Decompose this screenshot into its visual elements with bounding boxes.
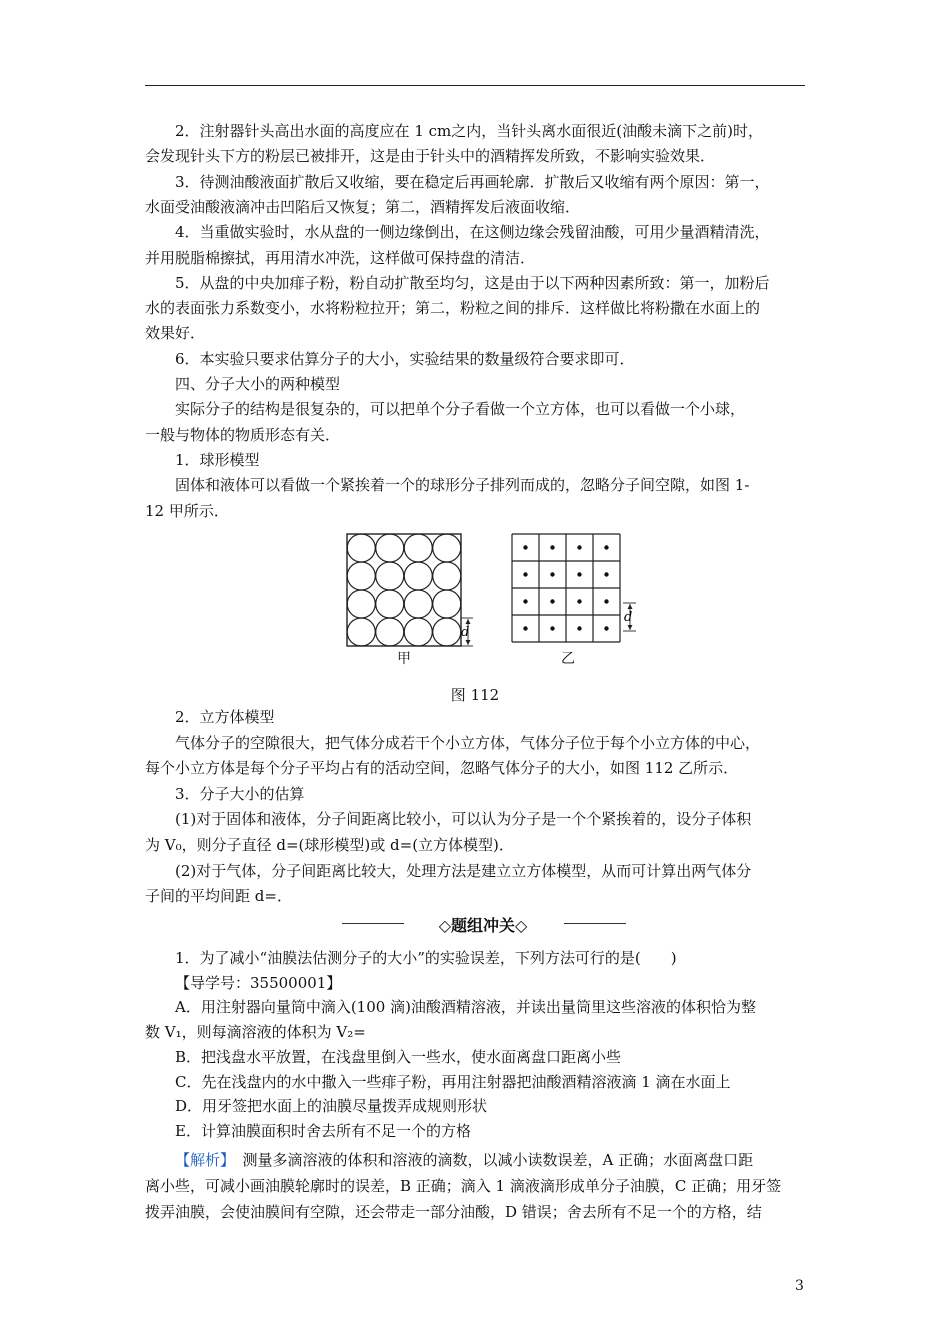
molecule-sphere — [404, 534, 432, 562]
molecule-sphere — [376, 618, 404, 646]
molecule-dot — [577, 572, 581, 576]
molecule-dot — [604, 599, 608, 603]
molecule-dot — [550, 599, 554, 603]
molecule-sphere — [433, 618, 461, 646]
text-line: 气体分子的空隙很大，把气体分成若干个小立方体，气体分子位于每个小立方体的中心， — [175, 733, 761, 752]
molecule-sphere — [376, 534, 404, 562]
text-line: A．用注射器向量筒中滴入(100 滴)油酸酒精溶液，并读出量筒里这些溶液的体积恰为整 — [175, 998, 756, 1017]
text-line: 固体和液体可以看做一个紧挨着一个的球形分子排列而成的，忽略分子间空隙，如图 1- — [175, 476, 750, 495]
text-line: 2．注射器针头高出水面的高度应在 1 cm之内，当针头离水面很近(油酸未滴下之前)时， — [175, 122, 763, 140]
text-line: 6．本实验只要求估算分子的大小，实验结果的数量级符合要求即可． — [175, 349, 635, 368]
molecule-dot — [577, 626, 581, 630]
text-line: 1．为了减小“油膜法估测分子的大小”的实验误差，下列方法可行的是( ) — [175, 949, 677, 967]
text-line: 一般与物体的物质形态有关． — [145, 425, 341, 444]
analysis-line-3: 拨弄油膜，会使油膜间有空隙，还会带走一部分油酸，D 错误；舍去所有不足一个的方格，结 — [145, 1203, 762, 1221]
figure-label-left: 甲 — [397, 651, 411, 667]
text-line: 实际分子的结构是很复杂的，可以把单个分子看做一个立方体，也可以看做一个小球， — [175, 400, 746, 419]
figure-caption: 图 112 — [450, 686, 500, 704]
text-line: 1．球形模型 — [175, 450, 260, 469]
text-line: 12 甲所示． — [145, 501, 229, 520]
text-line: 子间的平均间距 d=． — [145, 887, 292, 906]
figure-label-right: 乙 — [561, 651, 575, 667]
molecule-dot — [550, 545, 554, 549]
molecule-dot — [523, 572, 527, 576]
molecule-dot — [550, 572, 554, 576]
molecule-sphere — [404, 562, 432, 590]
text-line: 3．分子大小的估算 — [175, 784, 305, 803]
text-line: 【导学号：35500001】 — [175, 973, 342, 992]
text-line: 5．从盘的中央加痱子粉，粉自动扩散至均匀，这是由于以下两种因素所致：第一，加粉后 — [175, 273, 770, 292]
text-line: 水的表面张力系数变小，水将粉粒拉开；第二，粉粒之间的排斥．这样做比将粉撒在水面上的 — [145, 299, 761, 318]
page-number: 3 — [795, 1278, 804, 1294]
analysis-first-text: 测量多滴溶液的体积和溶液的滴数，以减小读数误差，A 正确；水面离盘口距 — [227, 1151, 754, 1169]
text-line: 效果好． — [145, 324, 206, 343]
header-rule — [145, 85, 805, 86]
molecule-models-diagram — [340, 530, 660, 670]
molecule-sphere — [347, 618, 375, 646]
molecule-sphere — [433, 590, 461, 618]
text-line: 3．待测油酸液面扩散后又收缩，要在稳定后再画轮廓．扩散后又收缩有两个原因：第一， — [175, 172, 770, 191]
molecule-dot — [523, 626, 527, 630]
section-banner — [338, 912, 628, 936]
molecule-sphere — [404, 590, 432, 618]
molecule-dot — [550, 626, 554, 630]
text-line: C．先在浅盘内的水中撒入一些痱子粉，再用注射器把油酸酒精溶液滴 1 滴在水面上 — [175, 1072, 731, 1091]
cube-model — [512, 534, 636, 642]
text-line: B．把浅盘水平放置，在浅盘里倒入一些水，使水面离盘口距离小些 — [175, 1047, 622, 1066]
text-line: 四、分子大小的两种模型 — [175, 375, 341, 393]
sphere-model — [347, 534, 473, 646]
molecule-dot — [577, 599, 581, 603]
analysis-tag: 【解析】 — [175, 1151, 228, 1169]
section-banner-title: ◇题组冲关◇ — [438, 916, 528, 935]
molecule-sphere — [347, 562, 375, 590]
molecule-sphere — [433, 562, 461, 590]
molecule-dot — [523, 545, 527, 549]
molecule-dot — [577, 545, 581, 549]
dim-label-d-left: d — [461, 625, 470, 640]
molecule-sphere — [404, 618, 432, 646]
text-line: 水面受油酸液滴冲击凹陷后又恢复；第二，酒精挥发后液面收缩． — [145, 197, 581, 216]
text-line: E．计算油膜面积时舍去所有不足一个的方格 — [175, 1121, 471, 1140]
analysis-line — [175, 1150, 810, 1170]
text-line: D．用牙签把水面上的油膜尽量拨弄成规则形状 — [175, 1097, 488, 1116]
molecule-sphere — [347, 590, 375, 618]
text-line: (2)对于气体，分子间距离比较大，处理方法是建立立方体模型，从而可计算出两气体分 — [175, 861, 752, 880]
analysis-line-2: 离小些，可减小画油膜轮廓时的误差，B 正确；滴入 1 滴液滴形成单分子油膜，C 正确；用牙签 — [145, 1177, 782, 1195]
molecule-sphere — [376, 562, 404, 590]
text-line: 并用脱脂棉擦拭，再用清水冲洗，这样做可保持盘的清洁． — [145, 248, 536, 267]
text-line: 会发现针头下方的粉层已被排开，这是由于针头中的酒精挥发所致，不影响实验效果． — [145, 147, 716, 166]
text-line: 4．当重做实验时，水从盘的一侧边缘倒出，在这侧边缘会残留油酸，可用少量酒精清洗， — [175, 223, 770, 242]
dim-label-d-right: d — [624, 610, 633, 625]
molecule-sphere — [347, 534, 375, 562]
molecule-dot — [604, 626, 608, 630]
text-line: (1)对于固体和液体，分子间距离比较小，可以认为分子是一个个紧挨着的，设分子体积 — [175, 810, 752, 829]
molecule-dot — [604, 545, 608, 549]
text-line: 每个小立方体是每个分子平均占有的活动空间，忽略气体分子的大小，如图 112 乙所示． — [145, 759, 739, 778]
molecule-sphere — [433, 534, 461, 562]
text-line: 2．立方体模型 — [175, 708, 275, 726]
molecule-dot — [604, 572, 608, 576]
text-line: 为 V₀，则分子直径 d=(球形模型)或 d=(立方体模型)． — [145, 836, 514, 854]
text-line: 数 V₁，则每滴溶液的体积为 V₂= — [145, 1023, 366, 1042]
molecule-dot — [523, 599, 527, 603]
molecule-sphere — [376, 590, 404, 618]
figure-1-12 — [340, 530, 660, 670]
